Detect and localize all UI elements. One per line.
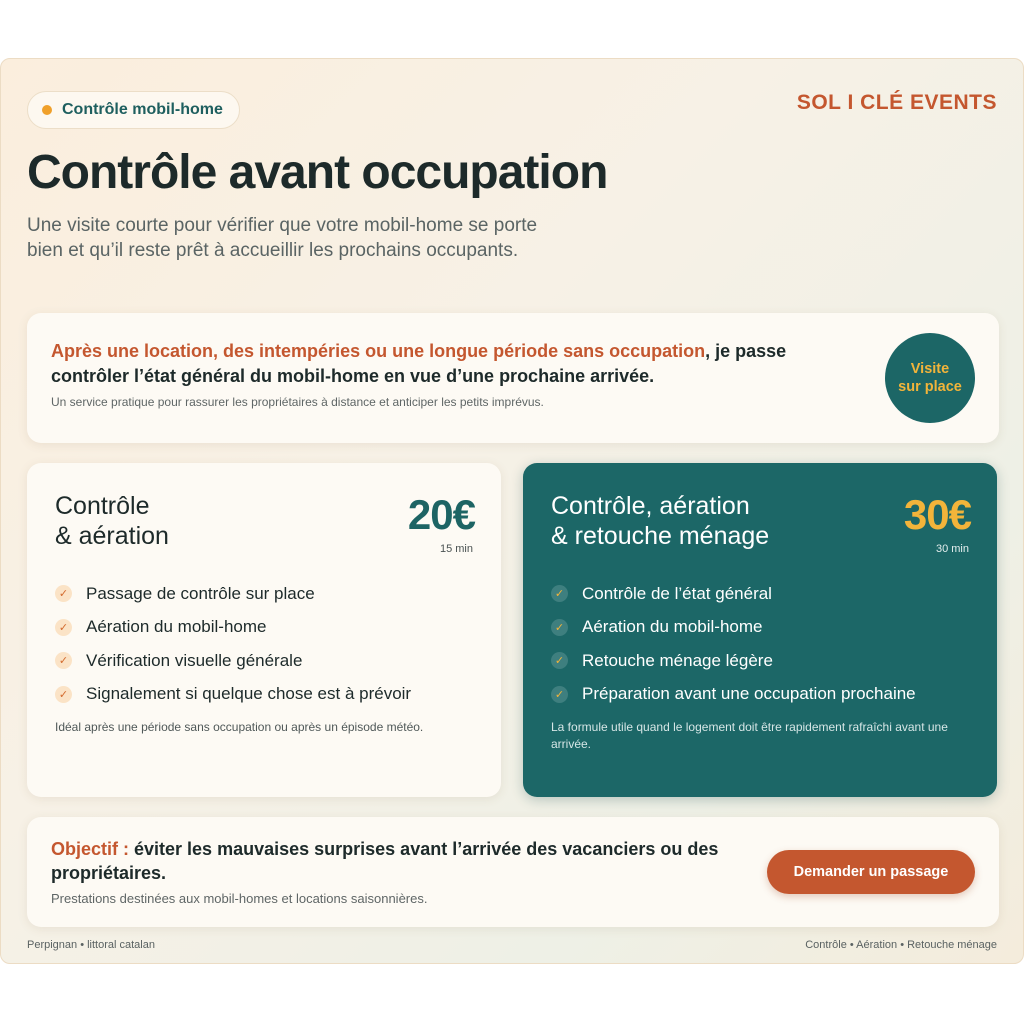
feature-label: Vérification visuelle générale bbox=[86, 650, 303, 670]
feature-label: Passage de contrôle sur place bbox=[86, 583, 315, 603]
check-icon: ✓ bbox=[551, 686, 568, 703]
offer-duration: 30 min bbox=[935, 543, 969, 555]
feature-item bbox=[551, 678, 916, 712]
objective-note: Prestations destinées aux mobil-homes et locations saisonnières. bbox=[51, 891, 428, 906]
intro-lead-rest: , je passe contrôler l’état général du mobil-home en vue d’une prochaine arrivée. bbox=[51, 341, 787, 386]
feature-item bbox=[551, 611, 916, 645]
brand-name: SOL I CLÉ EVENTS bbox=[796, 91, 997, 114]
visit-badge-label: Visite sur place bbox=[898, 361, 962, 395]
category-pill-label: Contrôle mobil-home bbox=[62, 101, 223, 118]
feature-label: Retouche ménage légère bbox=[582, 650, 773, 670]
objective-card bbox=[27, 817, 999, 927]
intro-lead-accent: Après une location, des intempéries ou une longue période sans occupation bbox=[51, 341, 706, 361]
objective-text: éviter les mauvaises surprises avant l’arrivée des vacanciers ou des propriétaires. bbox=[51, 839, 719, 883]
check-icon: ✓ bbox=[551, 585, 568, 602]
objective-lead bbox=[51, 837, 731, 885]
feature-label: Préparation avant une occupation prochaine bbox=[582, 684, 916, 704]
check-icon: ✓ bbox=[55, 686, 72, 703]
feature-label: Aération du mobil-home bbox=[86, 617, 267, 637]
feature-item bbox=[551, 644, 916, 678]
footer-services: Contrôle • Aération • Retouche ménage bbox=[805, 939, 997, 951]
feature-label: Signalement si quelque chose est à prévoir bbox=[86, 684, 412, 704]
check-icon: ✓ bbox=[551, 652, 568, 669]
feature-item bbox=[55, 678, 411, 712]
feature-label: Aération du mobil-home bbox=[582, 617, 763, 637]
feature-item bbox=[55, 611, 411, 645]
feature-item bbox=[551, 577, 916, 611]
page-title: Contrôle avant occupation bbox=[27, 146, 608, 199]
offer-duration: 15 min bbox=[439, 543, 473, 555]
feature-item bbox=[55, 644, 411, 678]
intro-note: Un service pratique pour rassurer les propriétaires à distance et anticiper les petits imprévus. bbox=[51, 395, 544, 409]
offer-name: Contrôle & aération bbox=[55, 492, 169, 550]
feature-label: Contrôle de l’état général bbox=[582, 583, 772, 603]
page-subtitle: Une visite courte pour vérifier que votre mobil-home se porte bien et qu’il reste prêt à accueillir les prochains occupants. bbox=[27, 215, 538, 261]
intro-lead bbox=[51, 339, 851, 389]
check-icon: ✓ bbox=[55, 619, 72, 636]
intro-card bbox=[27, 313, 999, 443]
check-icon: ✓ bbox=[55, 585, 72, 602]
offer-card-premium bbox=[523, 463, 997, 797]
check-icon: ✓ bbox=[55, 652, 72, 669]
offer-price: 20€ bbox=[407, 491, 475, 538]
request-visit-button[interactable]: Demander un passage bbox=[767, 850, 975, 894]
offer-foot-note: Idéal après une période sans occupation ou après un épisode météo. bbox=[55, 720, 424, 734]
poster bbox=[0, 58, 1024, 964]
feature-list bbox=[551, 577, 916, 711]
check-icon: ✓ bbox=[551, 619, 568, 636]
status-dot-icon bbox=[42, 105, 52, 115]
footer-location: Perpignan • littoral catalan bbox=[27, 939, 155, 951]
feature-list bbox=[55, 577, 411, 711]
visit-badge bbox=[885, 333, 975, 423]
feature-item bbox=[55, 577, 411, 611]
offer-name: Contrôle, aération & retouche ménage bbox=[551, 492, 770, 550]
offer-card-basic bbox=[27, 463, 501, 797]
objective-label: Objectif : bbox=[51, 839, 130, 859]
offer-price: 30€ bbox=[903, 491, 971, 538]
category-pill bbox=[27, 91, 240, 129]
offer-foot-note: La formule utile quand le logement doit être rapidement rafraîchi avant une arrivée. bbox=[551, 720, 948, 751]
